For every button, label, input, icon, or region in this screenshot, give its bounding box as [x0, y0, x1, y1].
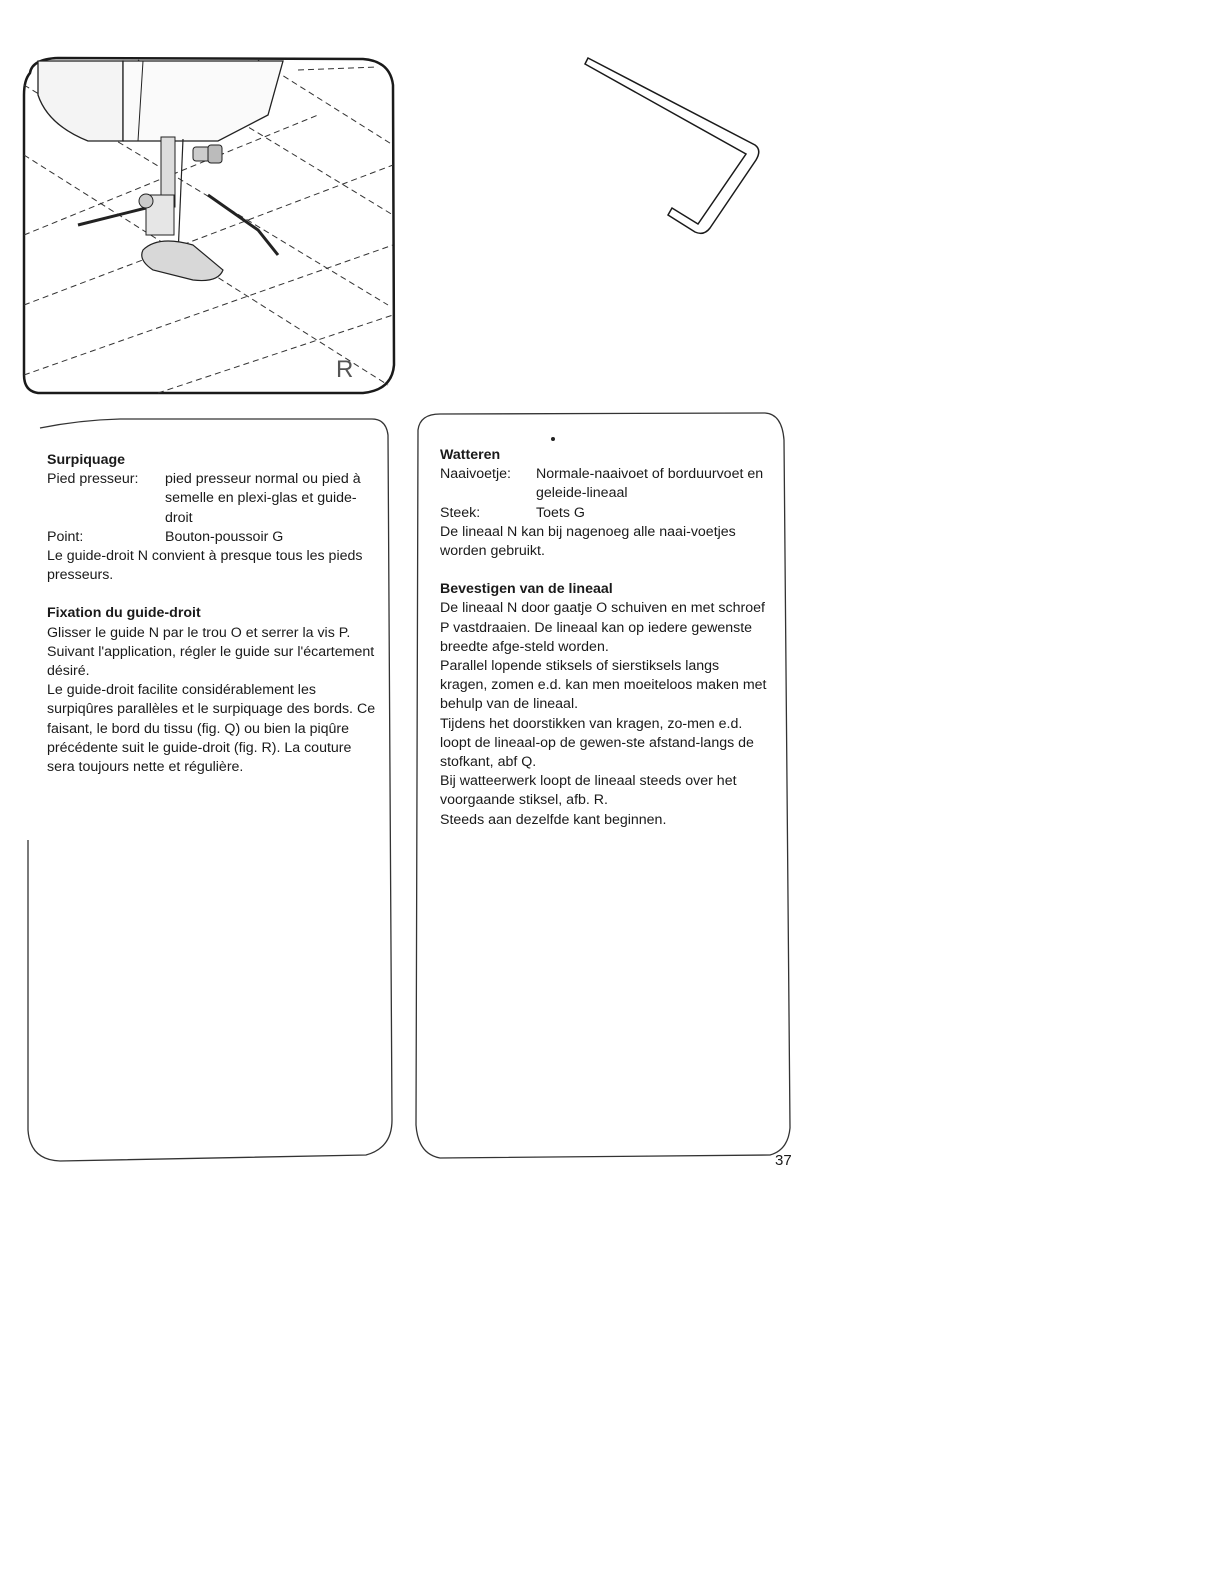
dutch-spec-stitch: Steek: Toets G [440, 504, 585, 521]
french-spec-stitch: Point: Bouton-poussoir G [47, 528, 284, 545]
page-number: 37 [775, 1152, 792, 1169]
dutch-paragraph: Steeds aan dezelfde kant beginnen. [440, 811, 667, 828]
dutch-title: Watteren [440, 447, 501, 463]
dutch-spec-presser-foot: Naaivoetje: Normale-naaivoet of borduurvoet en geleide-lineaal [440, 466, 764, 502]
french-spec-presser-foot: Pied presseur: pied presseur normal ou pied à semelle en plexi-glas et guide-droit [47, 471, 361, 526]
french-paragraph: Glisser le guide N par le trou O et serrer la vis P. Suivant l'application, régler le guide sur l'écartement désiré. [47, 624, 375, 680]
dutch-intro: De lineaal N kan bij nagenoeg alle naai-voetjes worden gebruikt. [440, 523, 736, 560]
figure-r-sewing-foot [18, 55, 400, 403]
stray-dot [551, 437, 555, 441]
dutch-paragraph: De lineaal N door gaatje O schuiven en met schroef P vastdraaien. De lineaal kan op iedere gewenste breedte afge-steld worden. [440, 600, 765, 655]
dutch-panel [440, 446, 770, 830]
figure-r-label: R [336, 356, 354, 383]
dutch-paragraph: Parallel lopende stiksels of sierstiksels langs kragen, zomen e.d. kan men moeiteloos maken met behulp van de lineaal. [440, 658, 767, 713]
french-intro: Le guide-droit N convient à presque tous les pieds presseurs. [47, 548, 363, 584]
french-title: Surpiquage [47, 452, 126, 468]
french-section-title: Fixation du guide-droit [47, 605, 201, 622]
guide-bar-icon [585, 58, 759, 233]
dutch-paragraph: Tijdens het doorstikken van kragen, zo-men e.d. loopt de lineaal-op de gewen-ste afstand-langs de stofkant, abf Q. [440, 715, 754, 771]
dutch-section-title: Bevestigen van de lineaal [440, 581, 613, 598]
dutch-paragraph: Bij watteerwerk loopt de lineaal steeds over het voorgaande stiksel, afb. R. [440, 773, 737, 809]
figure-guide-bar [580, 50, 780, 250]
french-paragraph: Le guide-droit facilite considérablement les surpiqûres parallèles et le surpiquage des bords. Ce faisant, le bord du tissu (fig. Q) ou bien la piqûre précédente suit le guide-droit (fig. R). La couture sera toujours nette et régulière. [47, 682, 376, 776]
french-panel [47, 451, 377, 777]
